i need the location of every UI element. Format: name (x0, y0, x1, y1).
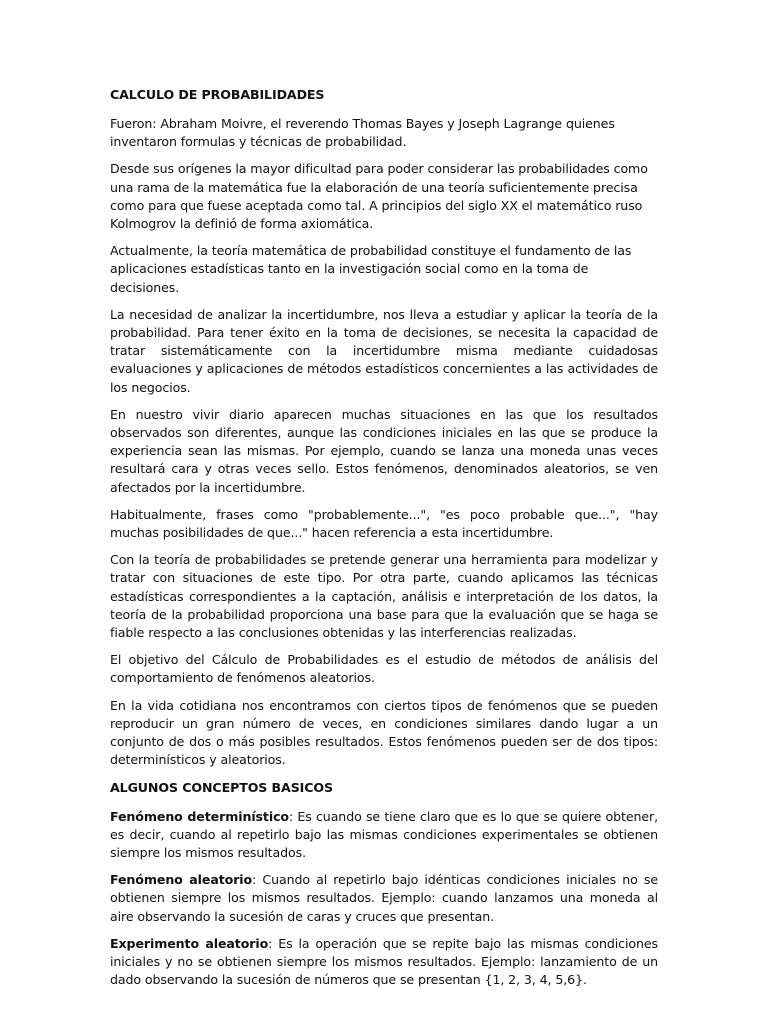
paragraph-current-theory: Actualmente, la teoría matemática de probabilidad constituye el fundamento de las aplicaciones estadísticas tanto en la investigación social como en la toma de decisiones. (110, 243, 632, 295)
paragraph-inventors: Fueron: Abraham Moivre, el reverendo Thomas Bayes y Joseph Lagrange quienes inventaron formulas y técnicas de probabilidad. (110, 116, 615, 150)
definition-text: : Es la operación que se repite bajo las mismas condiciones iniciales y no se obtienen siempre los mismos resultados. Ejemplo: lanzamiento de un dado observando la sucesión de números que se presentan {1, 2, 3, 4, 5,6}. (110, 935, 658, 988)
paragraph-phrases: Habitualmente, frases como "probablemente...", "es poco probable que...", "hay muchas posibilidades de que..." hacen referencia a esta incertidumbre. (110, 506, 658, 541)
definition-deterministic (110, 808, 658, 863)
paragraph-daily-life: En nuestro vivir diario aparecen muchas situaciones en las que los resultados observados son diferentes, aunque las condiciones iniciales en las que se produce la experiencia sean las mismas. Por ejemplo, cuando se lanza una moneda unas veces resultará cara y otras veces sello. Estos fenómenos, denominados aleatorios, se ven afectados por la incertidumbre. (110, 406, 658, 495)
definition-term: Experimento aleatorio (110, 935, 269, 951)
section-title: ALGUNOS CONCEPTOS BASICOS (110, 779, 333, 795)
definition-text: : Es cuando se tiene claro que es lo que se quiere obtener, es decir, cuando al repetirlo bajo las mismas condiciones experimentales se obtienen siempre los mismos resultados. (110, 808, 658, 860)
paragraph-uncertainty: La necesidad de analizar la incertidumbre, nos lleva a estudiar y aplicar la teoría de la probabilidad. Para tener éxito en la toma de decisiones, se necesita la capacidad de tratar sistemáticamente con la incertidumbre misma mediante cuidadosas evaluaciones y aplicaciones de métodos estadísticos concernientes a las actividades de los negocios. (110, 306, 658, 395)
definition-text: : Cuando al repetirlo bajo idénticas condiciones iniciales no se obtienen siempre los mismos resultados. Ejemplo: cuando lanzamos una moneda al aire observando la sucesión de caras y cruces que presentan. (110, 872, 658, 924)
paragraph-phenomena: En la vida cotidiana nos encontramos con ciertos tipos de fenómenos que se pueden reproducir un gran número de veces, en condiciones similares dando lugar a un conjunto de dos o más posibles resultados. Estos fenómenos pueden ser de dos tipos: determinísticos y aleatorios. (110, 697, 658, 768)
paragraph-origins: Desde sus orígenes la mayor dificultad para poder considerar las probabilidades como una rama de la matemática fue la elaboración de una teoría suficientemente precisa como para que fuese aceptada como tal. A principios del siglo XX el matemático ruso Kolmogrov la definió de forma axiomática. (110, 161, 648, 232)
paragraph-objective: El objetivo del Cálculo de Probabilidades es el estudio de métodos de análisis del comportamiento de fenómenos aleatorios. (110, 652, 658, 686)
definition-term: Fenómeno determinístico (110, 808, 289, 824)
definition-random-phenomenon (110, 871, 658, 926)
document-page (110, 86, 658, 998)
document-title: CALCULO DE PROBABILIDADES (110, 87, 325, 102)
definition-random-experiment (110, 935, 658, 990)
definition-term: Fenómeno aleatorio (110, 872, 253, 888)
paragraph-tool: Con la teoría de probabilidades se pretende generar una herramienta para modelizar y tratar con situaciones de este tipo. Por otra parte, cuando aplicamos las técnicas estadísticas correspondientes a la captación, análisis e interpretación de los datos, la teoría de la probabilidad proporciona una base para que la evaluación que se haga se fiable respecto a las conclusiones obtenidas y las interferencias realizadas. (110, 552, 658, 641)
